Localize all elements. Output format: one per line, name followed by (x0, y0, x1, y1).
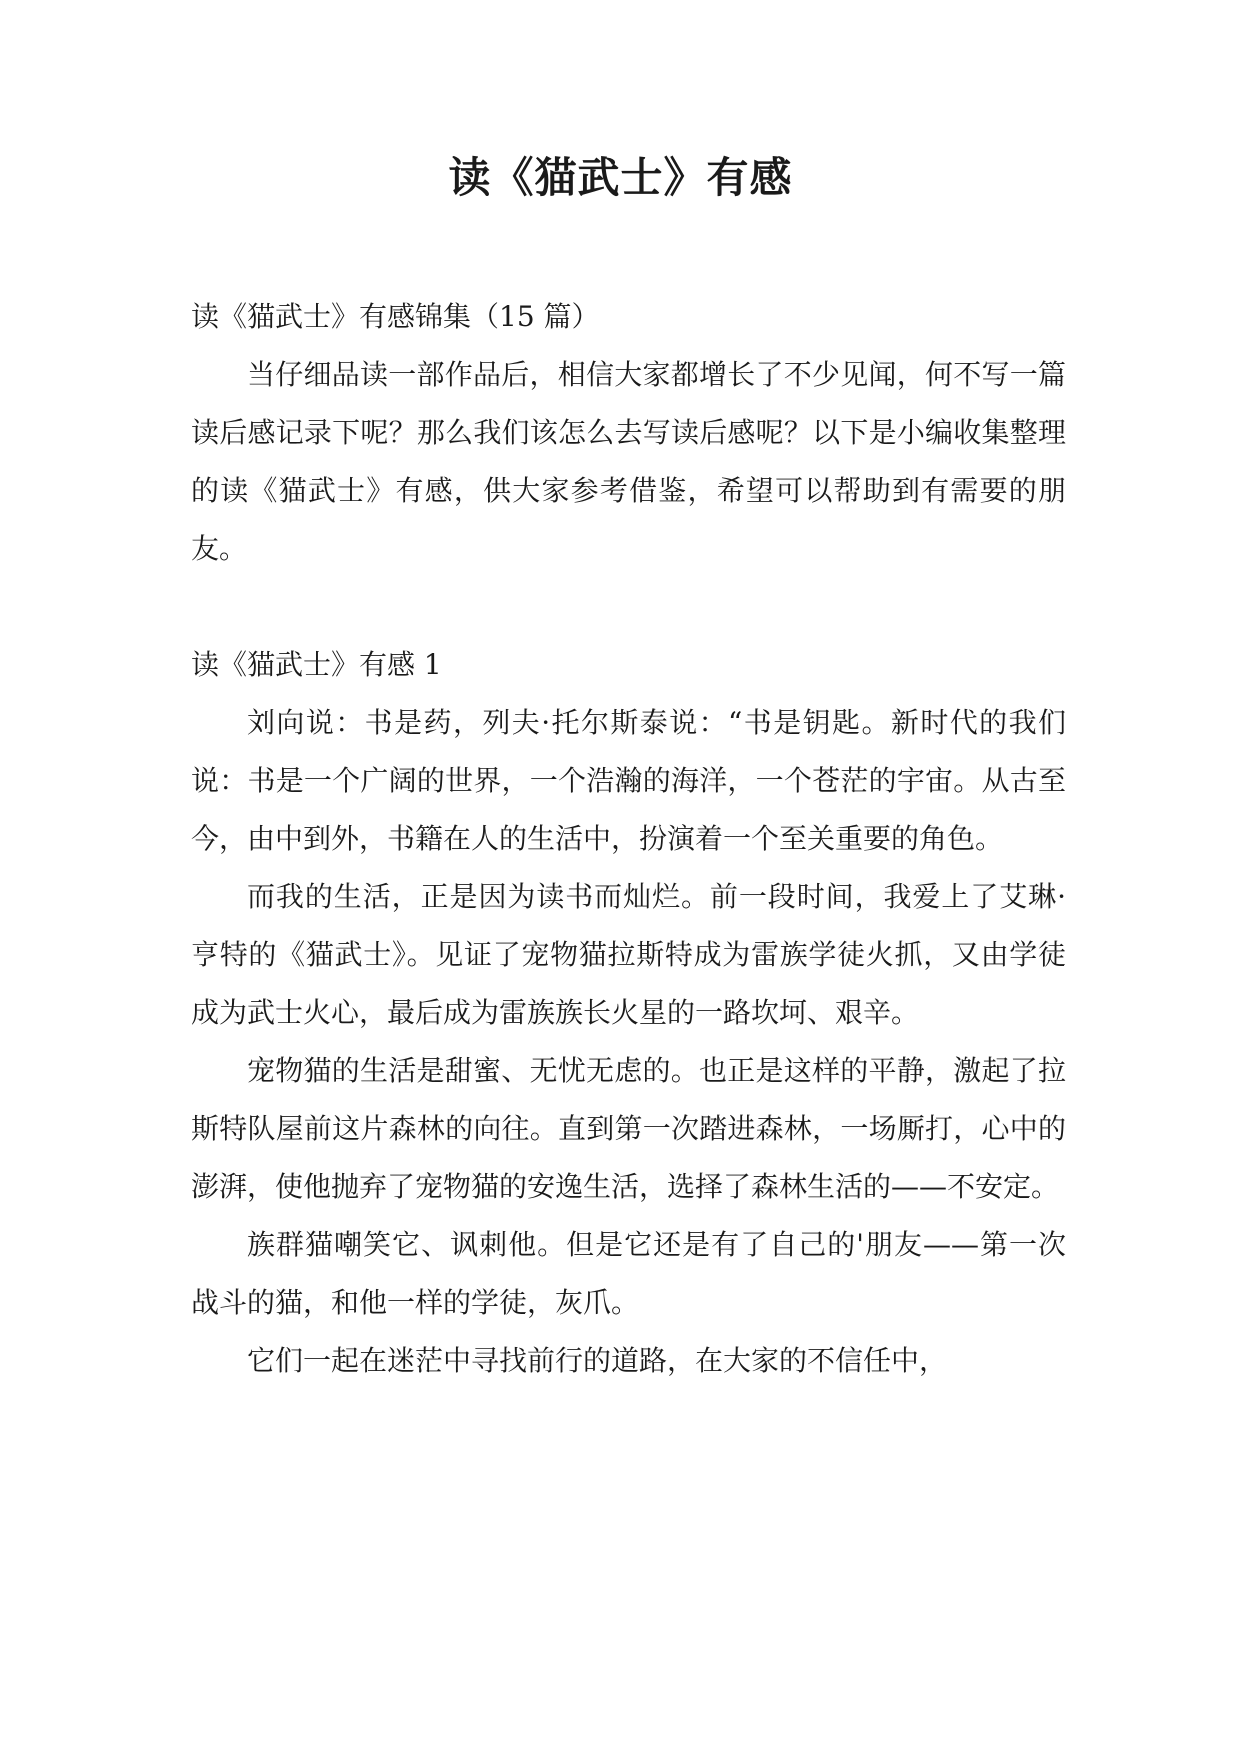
document-title: 读《猫武士》有感 (448, 153, 793, 202)
body-paragraph: 它们一起在迷茫中寻找前行的道路，在大家的不信任中， (247, 1344, 948, 1377)
intro-paragraph: 当仔细品读一部作品后，相信大家都增长了不少见闻，何不写一篇读后感记录下呢？那么我们该怎么去写读后感呢？以下是小编收集整理的读《猫武士》有感，供大家参考借鉴，希望可以帮助到有需要的朋友。 (191, 358, 1066, 565)
collection-heading: 读《猫武士》有感锦集（15 篇） (191, 300, 600, 333)
body-paragraph: 刘向说：书是药，列夫·托尔斯泰说：“书是钥匙。新时代的我们说：书是一个广阔的世界，一个浩瀚的海洋，一个苍茫的宇宙。从古至今，由中到外，书籍在人的生活中，扮演着一个至关重要的角色。 (191, 706, 1066, 855)
essay-heading: 读《猫武士》有感 1 (191, 648, 442, 681)
document-body (191, 288, 1066, 1390)
body-paragraph: 族群猫嘲笑它、讽刺他。但是它还是有了自己的'朋友——第一次战斗的猫，和他一样的学徒，灰爪。 (191, 1228, 1066, 1319)
body-paragraph: 宠物猫的生活是甜蜜、无忧无虑的。也正是这样的平静，激起了拉斯特队屋前这片森林的向往。直到第一次踏进森林，一场厮打，心中的澎湃，使他抛弃了宠物猫的安逸生活，选择了森林生活的——不安定。 (191, 1054, 1066, 1203)
body-paragraph: 而我的生活，正是因为读书而灿烂。前一段时间，我爱上了艾琳·亨特的《猫武士》。见证了宠物猫拉斯特成为雷族学徒火抓，又由学徒成为武士火心，最后成为雷族族长火星的一路坎坷、艰辛。 (191, 880, 1066, 1029)
section-spacer (191, 578, 1066, 636)
